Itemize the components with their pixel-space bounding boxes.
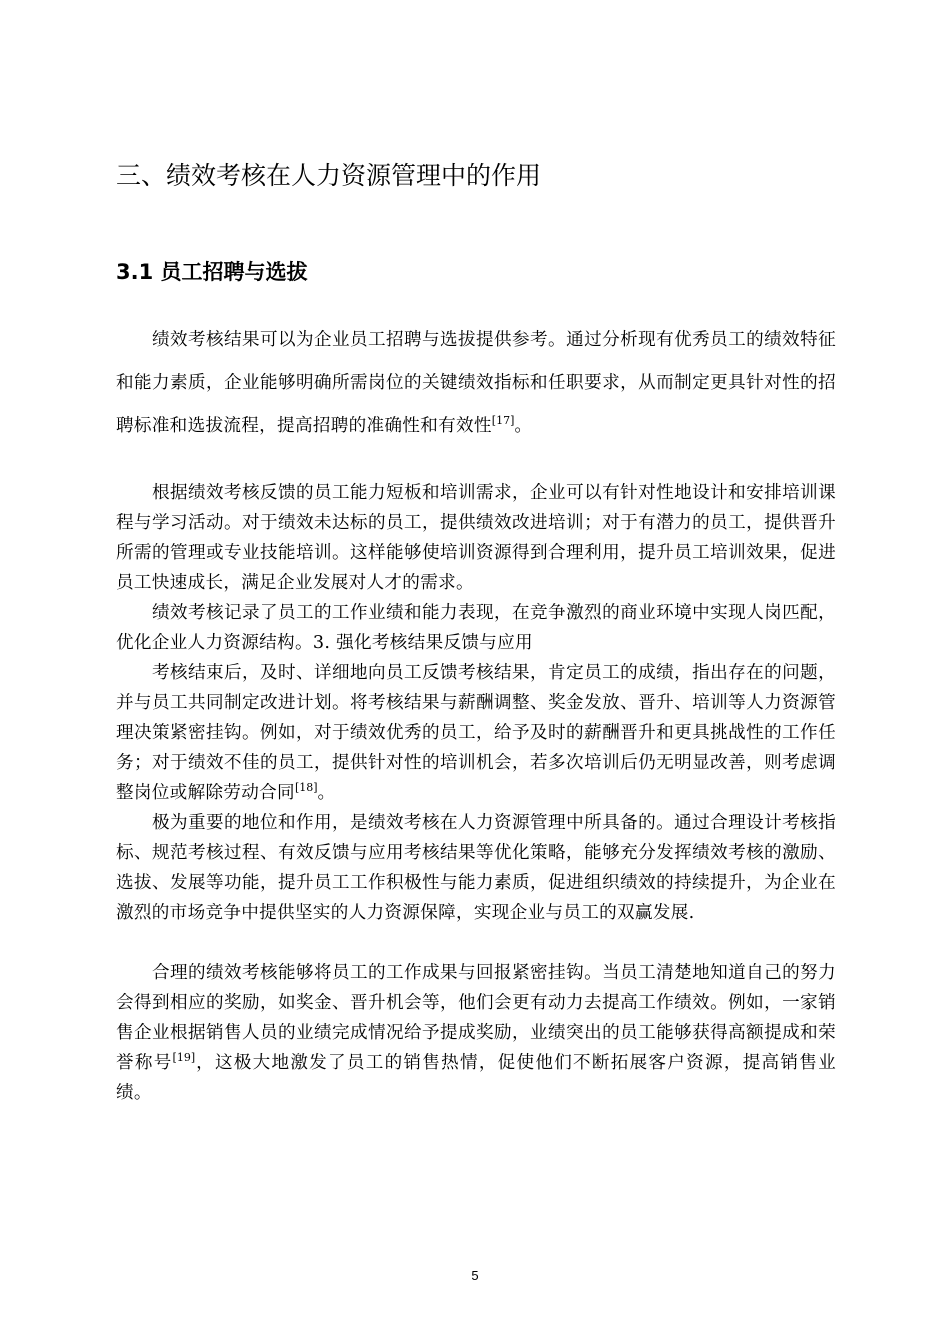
paragraph-feedback bbox=[116, 658, 836, 808]
paragraph-text: 考核结束后，及时、详细地向员工反馈考核结果，肯定员工的成绩，指出存在的问题，并与员工共同制定改进计划。将考核结果与薪酬调整、奖金发放、晋升、培训等人力资源管理决策紧密挂钩。例如，对于绩效优秀的员工，给予及时的薪酬晋升和更具挑战性的工作任务；对于绩效不佳的员工，提供针对性的培训机会，若多次培训后仍无明显改善，则考虑调整岗位或解除劳动合同 bbox=[116, 663, 836, 803]
paragraph-text: 合理的绩效考核能够将员工的工作成果与回报紧密挂钩。当员工清楚地知道自己的努力会得到相应的奖励，如奖金、晋升机会等，他们会更有动力去提高工作绩效。例如，一家销售企业根据销售人员的业绩完成情况给予提成奖励，业绩突出的员工能够获得高额提成和荣誉称号 bbox=[116, 963, 836, 1073]
paragraph-text: 绩效考核记录了员工的工作业绩和能力表现，在竞争激烈的商业环境中实现人岗匹配，优化企业人力资源结构。3. 强化考核结果反馈与应用 bbox=[116, 603, 836, 653]
citation-ref: [19] bbox=[172, 1051, 196, 1065]
paragraph-training bbox=[116, 478, 836, 598]
paragraph-tail: ，这极大地激发了员工的销售热情，促使他们不断拓展客户资源，提高销售业绩。 bbox=[116, 1053, 836, 1103]
citation-ref: [18] bbox=[294, 781, 318, 795]
paragraph-conclusion bbox=[116, 808, 836, 928]
paragraph-tail: 。 bbox=[317, 783, 336, 803]
paragraph-text: 极为重要的地位和作用，是绩效考核在人力资源管理中所具备的。通过合理设计考核指标、规范考核过程、有效反馈与应用考核结果等优化策略，能够充分发挥绩效考核的激励、选拔、发展等功能，提升员工工作积极性与能力素质，促进组织绩效的持续提升，为企业在激烈的市场竞争中提供坚实的人力资源保障，实现企业与员工的双赢发展. bbox=[116, 813, 836, 923]
chapter-title: 三、绩效考核在人力资源管理中的作用 bbox=[116, 161, 542, 190]
paragraph-incentive bbox=[116, 958, 836, 1108]
paragraph-recruitment bbox=[116, 319, 836, 448]
section-title: 3.1 员工招聘与选拔 bbox=[116, 260, 308, 284]
paragraph-text: 绩效考核结果可以为企业员工招聘与选拔提供参考。通过分析现有优秀员工的绩效特征和能力素质，企业能够明确所需岗位的关键绩效指标和任职要求，从而制定更具针对性的招聘标准和选拔流程，提高招聘的准确性和有效性 bbox=[116, 330, 836, 436]
paragraph-job-matching bbox=[116, 598, 836, 658]
page-number: 5 bbox=[471, 1268, 479, 1283]
paragraph-text: 根据绩效考核反馈的员工能力短板和培训需求，企业可以有针对性地设计和安排培训课程与学习活动。对于绩效未达标的员工，提供绩效改进培训；对于有潜力的员工，提供晋升所需的管理或专业技能培训。这样能够使培训资源得到合理利用，提升员工培训效果，促进员工快速成长，满足企业发展对人才的需求。 bbox=[116, 483, 836, 593]
citation-ref: [17] bbox=[491, 414, 515, 428]
paragraph-tail: 。 bbox=[514, 416, 533, 436]
